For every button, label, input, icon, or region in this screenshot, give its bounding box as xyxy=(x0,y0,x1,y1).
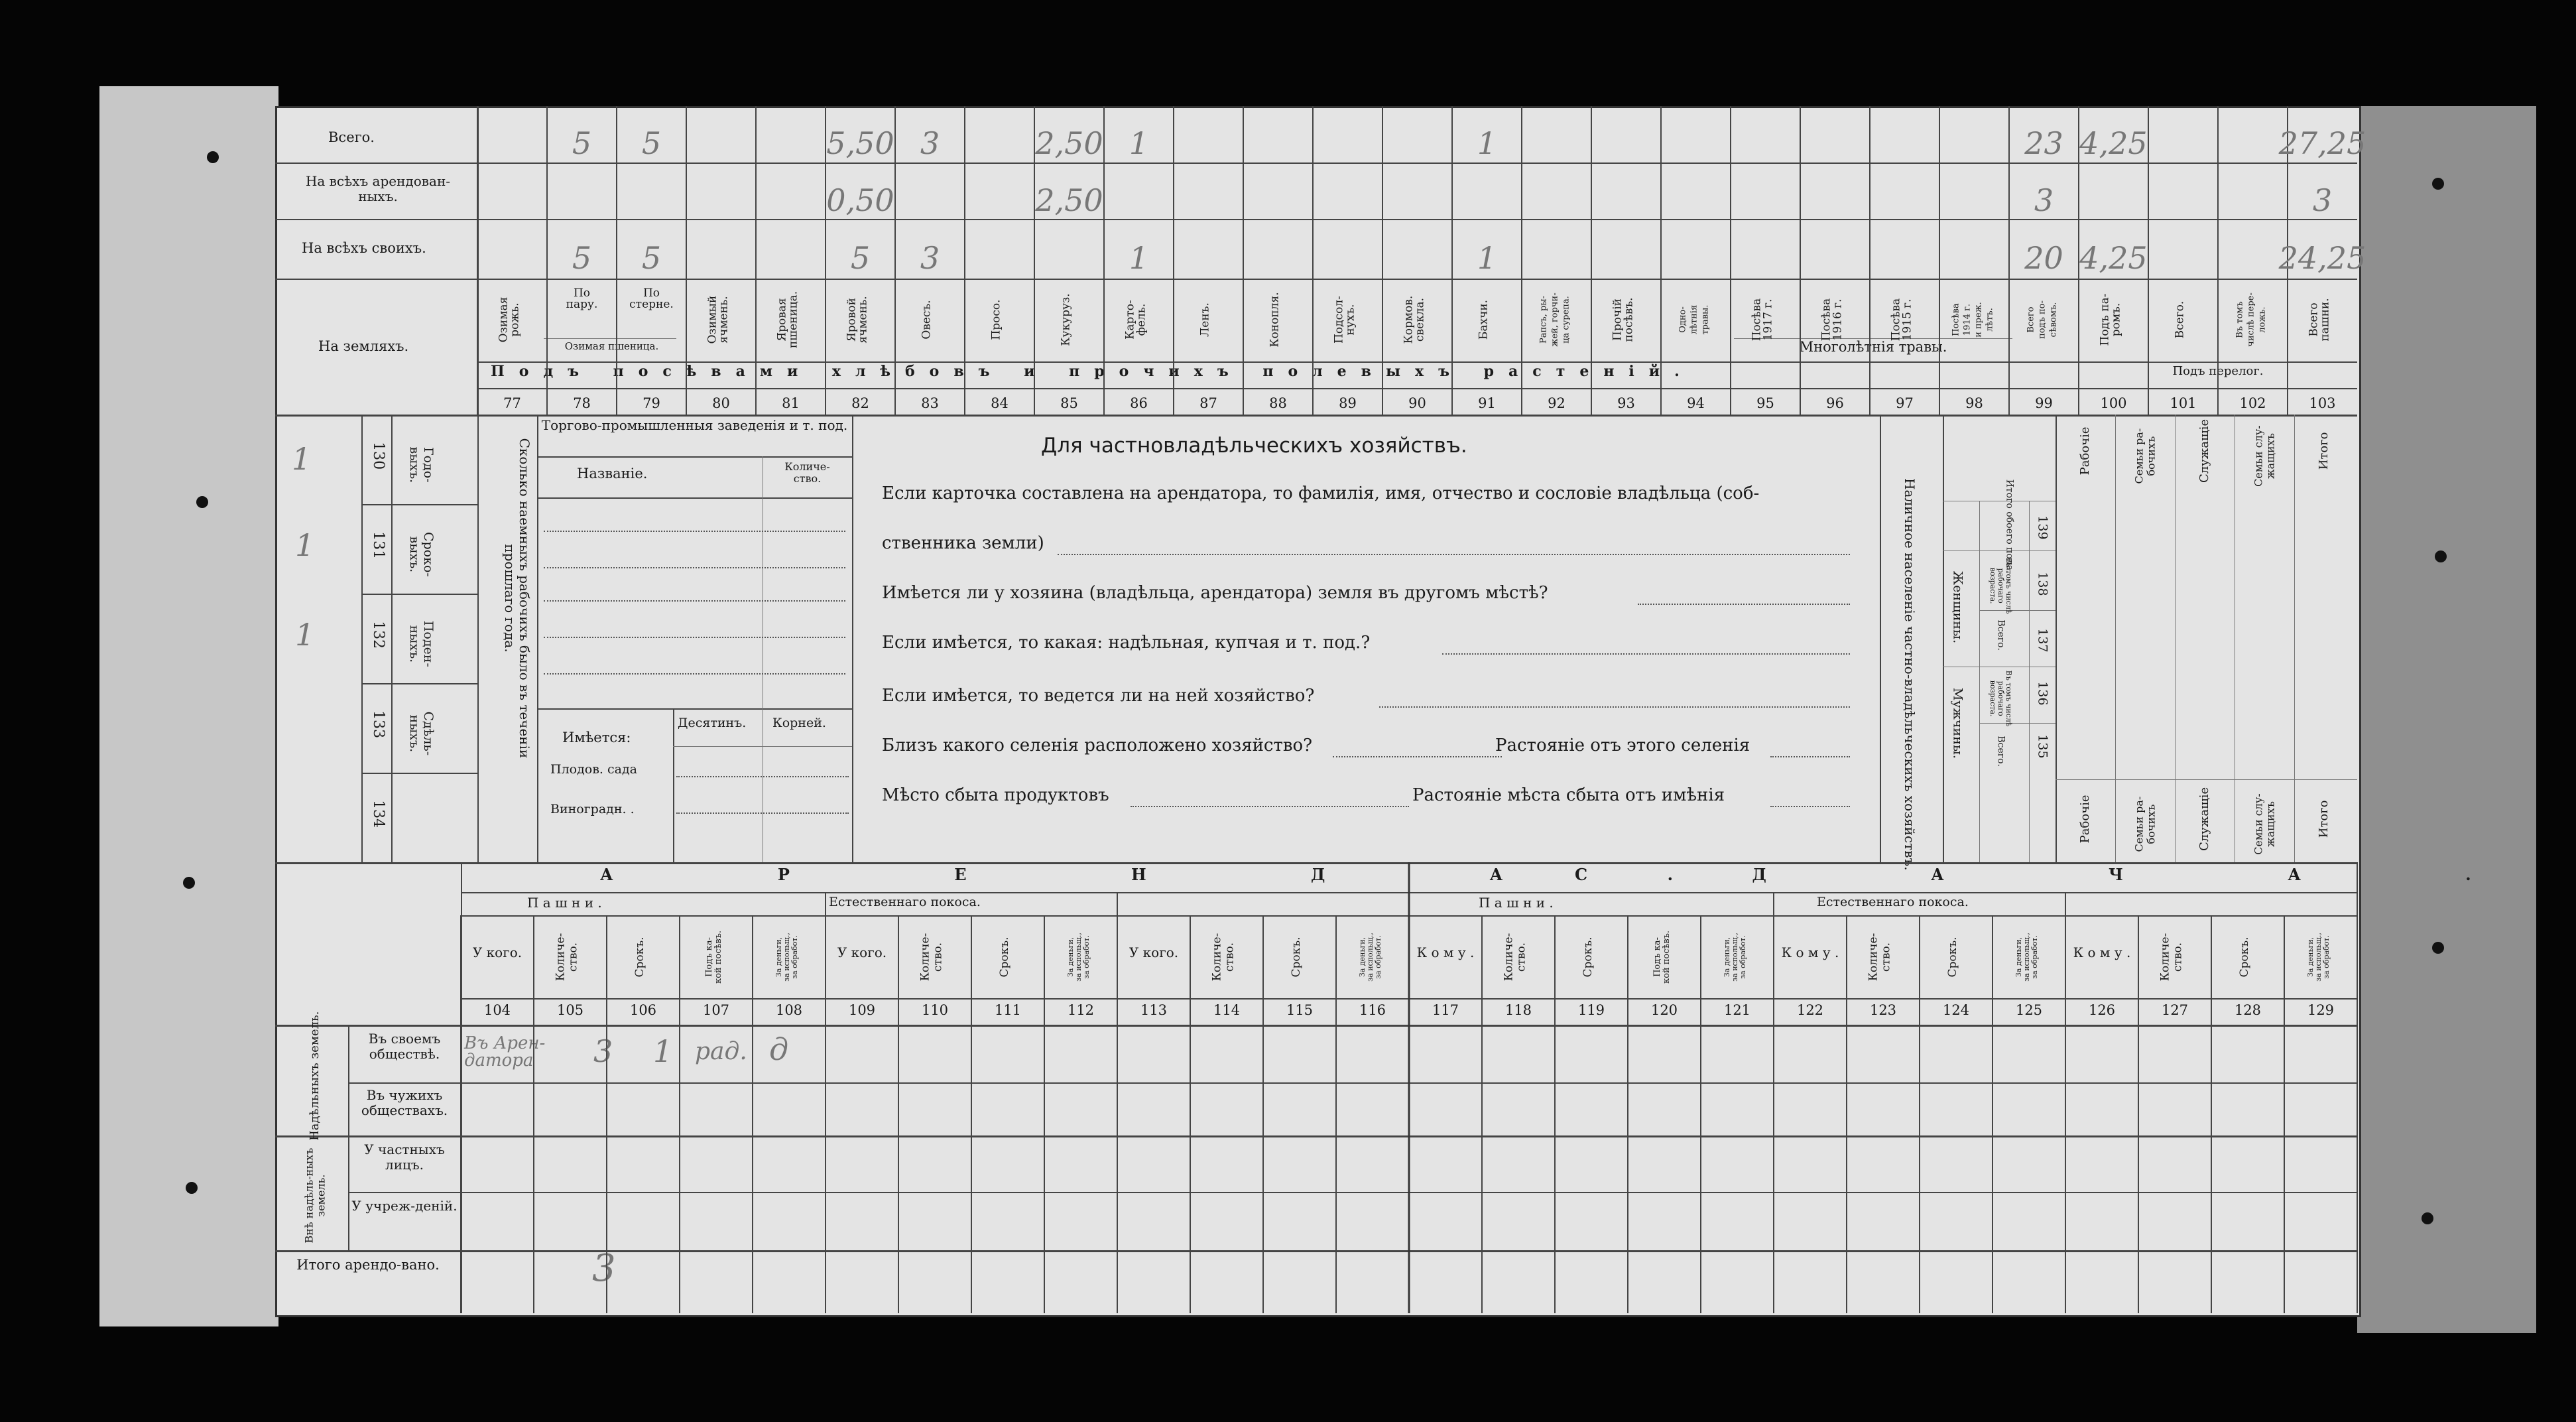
top-col-number: 83 xyxy=(921,395,939,411)
row-own-community: Въ своемъ обществѣ. xyxy=(368,1031,441,1062)
handwritten-value: 20 xyxy=(2024,240,2063,276)
group-allotment-label: Надѣльныхъ земель. xyxy=(308,1011,322,1141)
crop-header: По пару. xyxy=(566,287,598,311)
crop-header: Бахчи. xyxy=(1477,299,1491,340)
top-col-number: 87 xyxy=(1199,395,1217,411)
crop-header: Озимаярожь. xyxy=(497,296,522,343)
top-col-number: 80 xyxy=(712,395,730,411)
row-institutions: У учреж-денiй. xyxy=(351,1198,458,1214)
col-135: 135 xyxy=(2035,734,2050,759)
top-col-number: 88 xyxy=(1269,395,1287,411)
crop-header: Рапсъ, ры- жей, горчи- ца сурепа. xyxy=(1538,292,1571,347)
group-nonallotment-label: Внѣ надѣль-ныхъ земель. xyxy=(302,1147,327,1244)
pop-emp-families-top: Семьи слу- жащихъ xyxy=(2252,425,2276,487)
lease-col-number: 115 xyxy=(1286,1002,1314,1018)
hand-mark: 1 xyxy=(295,527,315,563)
top-col-number: 101 xyxy=(2170,395,2197,411)
lease-col-number: 110 xyxy=(921,1002,949,1018)
crop-header: Въ томъ числѣ пере- ложь. xyxy=(2235,292,2268,347)
lease-col-header: За деньги,за испольщ.,за обработ. xyxy=(1722,933,1748,982)
row-total-leased: Итого арендо-вано. xyxy=(296,1257,440,1273)
handwritten-value: 1 xyxy=(1129,240,1149,276)
pop-total-bottom: Итого xyxy=(2317,800,2331,838)
crop-header: Одно- лѣтнiя травы. xyxy=(1678,304,1711,335)
lease-col-header: У кого. xyxy=(472,944,522,960)
men-working-label: Въ томъ числѣ рабочаго возраста. xyxy=(1988,670,2014,727)
handwritten-value: 3 xyxy=(2034,182,2054,218)
lease-col-number: 117 xyxy=(1432,1002,1459,1018)
top-col-number: 94 xyxy=(1687,395,1705,411)
lease-col-header: За деньги,за испольщ.,за обработ. xyxy=(1357,933,1383,982)
handwritten-value: 5,50 xyxy=(826,125,894,161)
col-139: 139 xyxy=(2035,515,2050,540)
top-col-number: 102 xyxy=(2239,395,2266,411)
handwritten-value: 1 xyxy=(1129,125,1149,161)
pop-employees-top: Служащiе xyxy=(2197,419,2212,484)
women-working-label: Въ томъ числѣ рабочаго возраста. xyxy=(1988,557,2014,614)
lease-col-number: 109 xyxy=(848,1002,876,1018)
handwritten-value: 23 xyxy=(2024,125,2063,161)
trade-title: Торгово-промышленныя заведенiя и т. под. xyxy=(541,417,848,433)
crop-header: Карто-фель. xyxy=(1123,300,1148,340)
lease-col-number: 111 xyxy=(994,1002,1022,1018)
top-col-number: 86 xyxy=(1130,395,1148,411)
trade-name-header: Названiе. xyxy=(577,466,648,482)
lease-col-number: 120 xyxy=(1650,1002,1678,1018)
lease-col-number: 127 xyxy=(2161,1002,2189,1018)
top-col-number: 103 xyxy=(2309,395,2336,411)
worker-piece-label: Сдѣль- ныхъ. xyxy=(407,711,436,756)
pop-workers-top: Рабочiе xyxy=(2078,426,2093,476)
lease-col-number: 125 xyxy=(2015,1002,2043,1018)
top-col-number: 98 xyxy=(1965,395,1983,411)
row-private-persons: У частныхъ лицъ. xyxy=(364,1141,445,1173)
pop-employees-bottom: Служащiе xyxy=(2197,787,2212,852)
crop-header: Просо. xyxy=(989,299,1003,340)
lease-col-number: 112 xyxy=(1067,1002,1095,1018)
handwritten-value: 5 xyxy=(572,240,592,276)
lease-col-header: Срокъ. xyxy=(633,937,646,978)
sdacha-pashni: П а ш н и . xyxy=(1479,895,1554,911)
sdacha-pokos: Естественнаго покоса. xyxy=(1817,895,1969,909)
women-label: Женщины. xyxy=(1950,570,1965,644)
crop-header: Кукуруз. xyxy=(1059,293,1073,346)
handwritten-value: 27,25 xyxy=(2278,125,2366,161)
lease-col-header: Срокъ. xyxy=(1581,937,1595,978)
lease-col-number: 119 xyxy=(1577,1002,1605,1018)
crop-header: Посѣва 1914 г. и преж. лѣтъ. xyxy=(1951,302,1995,338)
hand-crop: рад. xyxy=(695,1038,747,1065)
lease-col-header: Количе-ство. xyxy=(1867,933,1893,982)
handwritten-value: 4,25 xyxy=(2079,240,2148,276)
top-col-number: 84 xyxy=(991,395,1009,411)
pop-workers-bottom: Рабочiе xyxy=(2078,795,2093,844)
col-131: 131 xyxy=(370,531,387,560)
worker-term-label: Сроко- выхъ. xyxy=(407,531,436,577)
col-136: 136 xyxy=(2035,681,2050,706)
pop-families-top: Семьи ра- бочихъ xyxy=(2132,428,2157,484)
lease-col-header: Количе-ство. xyxy=(918,933,945,982)
men-total-label: Всего. xyxy=(1995,736,2006,767)
handwritten-value: 5 xyxy=(641,240,662,276)
top-col-number: 100 xyxy=(2100,395,2127,411)
worker-day-label: Поден- ныхъ. xyxy=(407,620,436,667)
handwritten-value: 3 xyxy=(920,125,940,161)
lease-col-header: Подъ ка-кой посѣвъ. xyxy=(1652,930,1672,984)
crop-banner: Подъ посѣвами хлѣбовъ и прочихъ полевыхъ растенiй. xyxy=(491,363,1694,380)
row-label-vsego: Всего. xyxy=(328,129,375,145)
crop-header: Прочiйпосѣвъ. xyxy=(1611,297,1636,342)
lease-col-header: Подъ ка-кой посѣвъ. xyxy=(704,930,724,984)
col-133: 133 xyxy=(370,710,387,739)
lease-col-header: За деньги,за испольщ.,за обработ. xyxy=(1066,933,1091,982)
lease-col-number: 122 xyxy=(1796,1002,1824,1018)
handwritten-value: 5 xyxy=(572,125,592,161)
crop-header: Подъ па-ромъ. xyxy=(2098,293,2123,346)
handwritten-value: 2,50 xyxy=(1035,182,1103,218)
crop-header: Всего подъ по- сѣвомъ. xyxy=(2026,300,2059,339)
handwritten-value: 3 xyxy=(2312,182,2333,218)
lease-col-header: К о м у . xyxy=(1416,944,1475,960)
lease-col-number: 123 xyxy=(1869,1002,1897,1018)
lease-col-number: 105 xyxy=(556,1002,584,1018)
lease-col-number: 106 xyxy=(629,1002,657,1018)
korney-header: Корней. xyxy=(772,716,826,730)
crop-header: Всего. xyxy=(2173,300,2187,339)
top-col-number: 77 xyxy=(503,395,521,411)
men-label: Мужчины. xyxy=(1950,687,1965,759)
handwritten-value: 5 xyxy=(850,240,871,276)
private-line-2: ственника земли) xyxy=(882,533,1044,553)
lease-col-header: У кого. xyxy=(837,944,887,960)
private-line-9: Растоянiе мѣста сбыта отъ имѣнiя xyxy=(1412,785,1725,805)
top-col-number: 93 xyxy=(1617,395,1635,411)
handwritten-value: 1 xyxy=(1477,240,1497,276)
lease-col-number: 107 xyxy=(702,1002,730,1018)
hand-term: 1 xyxy=(653,1033,673,1069)
lease-col-header: Срокъ. xyxy=(2238,937,2251,978)
hand-total: 3 xyxy=(592,1247,616,1290)
lease-col-number: 126 xyxy=(2088,1002,2116,1018)
lease-col-header: Количе-ство. xyxy=(1502,933,1528,982)
handwritten-value: 4,25 xyxy=(2079,125,2148,161)
crop-header: Ленъ. xyxy=(1198,302,1212,337)
pop-emp-families-bottom: Семьи слу- жащихъ xyxy=(2252,793,2276,855)
lease-col-number: 121 xyxy=(1723,1002,1751,1018)
handwritten-value: 24,25 xyxy=(2278,240,2366,276)
hand-mark: 1 xyxy=(295,617,315,653)
top-col-number: 92 xyxy=(1548,395,1565,411)
lease-col-number: 129 xyxy=(2307,1002,2335,1018)
crop-header: Всегопашни. xyxy=(2307,298,2332,342)
lease-col-header: За деньги,за испольщ.,за обработ. xyxy=(2014,933,2040,982)
lease-col-header: Срокъ. xyxy=(1946,937,1959,978)
arenda-banner: А Р Е Н Д А . xyxy=(600,865,1752,884)
crop-header: Посѣва1915 г. xyxy=(1889,298,1914,342)
private-line-3: Имѣется ли у хозяина (владѣльца, арендатора) земля въ другомъ мѣстѣ? xyxy=(882,583,1548,603)
top-col-number: 85 xyxy=(1060,395,1078,411)
col-134: 134 xyxy=(370,800,387,828)
private-line-4: Если имѣется, то какая: надѣльная, купчая и т. под.? xyxy=(882,633,1371,653)
lease-col-header: К о м у . xyxy=(1781,944,1839,960)
crop-header: Яровойячмень. xyxy=(845,296,870,344)
hand-qty: 3 xyxy=(593,1033,613,1069)
private-line-6: Близъ какого селенiя расположено хозяйство? xyxy=(882,736,1313,755)
lease-col-number: 108 xyxy=(775,1002,803,1018)
top-col-number: 78 xyxy=(573,395,591,411)
lease-col-header: Количе-ство. xyxy=(554,933,580,982)
private-line-1: Если карточка составлена на арендатора, то фамилiя, имя, отчество и сословiе владѣльца (соб- xyxy=(882,484,1760,503)
handwritten-value: 3 xyxy=(920,240,940,276)
crop-header: Посѣва1916 г. xyxy=(1819,298,1845,342)
top-col-number: 99 xyxy=(2035,395,2053,411)
orchard-label: Плодов. сада xyxy=(550,762,637,777)
lease-col-number: 114 xyxy=(1213,1002,1241,1018)
has-label: Имѣется: xyxy=(562,730,631,745)
top-col-number: 81 xyxy=(782,395,800,411)
top-col-number: 97 xyxy=(1896,395,1914,411)
workers-title: Сколько наемныхъ рабочихъ было въ теченiи прошлаго года. xyxy=(502,438,532,759)
handwritten-value: 1 xyxy=(1477,125,1497,161)
crop-header: Озимыйячмень. xyxy=(705,295,731,344)
crop-header: По стерне. xyxy=(629,287,674,311)
row-other-community: Въ чужихъ обществахъ. xyxy=(361,1087,448,1118)
row-label-svoih: На всѣхъ своихъ. xyxy=(302,240,426,256)
row-label-na-zemlyah: На земляхъ. xyxy=(318,338,409,354)
lease-col-header: Количе-ство. xyxy=(2158,933,2185,982)
hand-mark: 1 xyxy=(292,441,312,477)
handwritten-value: 0,50 xyxy=(826,182,894,218)
lease-col-number: 118 xyxy=(1504,1002,1532,1018)
handwritten-value: 2,50 xyxy=(1035,125,1103,161)
crop-header: Овесъ. xyxy=(920,300,934,340)
private-title: Для частновладѣльческихъ хозяйствъ. xyxy=(1041,434,1467,458)
top-col-number: 89 xyxy=(1339,395,1357,411)
private-line-7: Растоянiе отъ этого селенiя xyxy=(1495,736,1750,755)
women-total-label: Всего. xyxy=(1995,619,2006,651)
handwritten-value: 5 xyxy=(641,125,662,161)
crop-header: Кормов.свекла. xyxy=(1402,295,1427,344)
worker-annual-label: Годо- выхъ. xyxy=(407,446,436,484)
hand-pay: д xyxy=(769,1031,789,1067)
lease-col-number: 104 xyxy=(483,1002,511,1018)
top-col-number: 82 xyxy=(851,395,869,411)
top-col-number: 79 xyxy=(643,395,660,411)
vineyard-label: Виноградн. . xyxy=(550,802,635,816)
hand-lessor: Въ Арен-датора xyxy=(464,1033,546,1070)
lease-col-header: За деньги,за испольщ.,за обработ. xyxy=(774,933,800,982)
crop-header: Яроваяпшеница. xyxy=(775,291,800,349)
lease-col-header: Срокъ. xyxy=(998,937,1011,978)
trade-qty-header: Количе- ство. xyxy=(784,460,830,485)
arenda-pokos: Естественнаго покоса. xyxy=(829,895,981,909)
col-138: 138 xyxy=(2035,572,2050,596)
lease-col-header: К о м у . xyxy=(2073,944,2131,960)
pop-families-bottom: Семьи ра- бочихъ xyxy=(2132,796,2157,852)
population-title: Наличное населенiе частно-владѣльческихъ хозяйствъ. xyxy=(1902,478,1918,871)
private-line-5: Если имѣется, то ведется ли на ней хозяйство? xyxy=(882,686,1315,706)
top-col-number: 95 xyxy=(1756,395,1774,411)
lease-col-number: 113 xyxy=(1140,1002,1168,1018)
row-label-arend: На всѣхъ арендован- ныхъ. xyxy=(305,173,451,204)
top-col-number: 91 xyxy=(1478,395,1496,411)
private-line-8: Мѣсто сбыта продуктовъ xyxy=(882,785,1109,805)
lease-col-header: Срокъ. xyxy=(1290,937,1303,978)
lease-col-header: За деньги,за испольщ.,за обработ. xyxy=(2305,933,2331,982)
top-col-number: 90 xyxy=(1408,395,1426,411)
lease-col-number: 116 xyxy=(1359,1002,1386,1018)
pop-total-top: Итого xyxy=(2317,432,2331,470)
col-130: 130 xyxy=(370,442,387,470)
group-winter-wheat: Озимая пшеница. xyxy=(564,340,659,352)
col-137: 137 xyxy=(2035,628,2050,653)
top-col-number: 96 xyxy=(1826,395,1844,411)
group-fallow: Подъ перелог. xyxy=(2172,364,2264,378)
lease-col-header: У кого. xyxy=(1129,944,1179,960)
lease-col-number: 128 xyxy=(2234,1002,2262,1018)
crop-header: Подсол-нухъ. xyxy=(1332,296,1357,344)
group-perennial-grass: Многолѣтнiя травы. xyxy=(1799,339,1947,355)
lease-col-header: Количе-ство. xyxy=(1210,933,1237,982)
crop-header: Конопля. xyxy=(1268,292,1282,348)
crop-header: Посѣва1917 г. xyxy=(1750,298,1775,342)
col-132: 132 xyxy=(370,621,387,649)
lease-col-number: 124 xyxy=(1942,1002,1970,1018)
desyatin-header: Десятинъ. xyxy=(678,716,747,730)
total-both-label: Итого обоего пола. xyxy=(2004,479,2015,574)
arenda-pashni: П а ш н и . xyxy=(527,895,602,911)
sdacha-banner: С Д А Ч А . xyxy=(1575,865,2551,884)
